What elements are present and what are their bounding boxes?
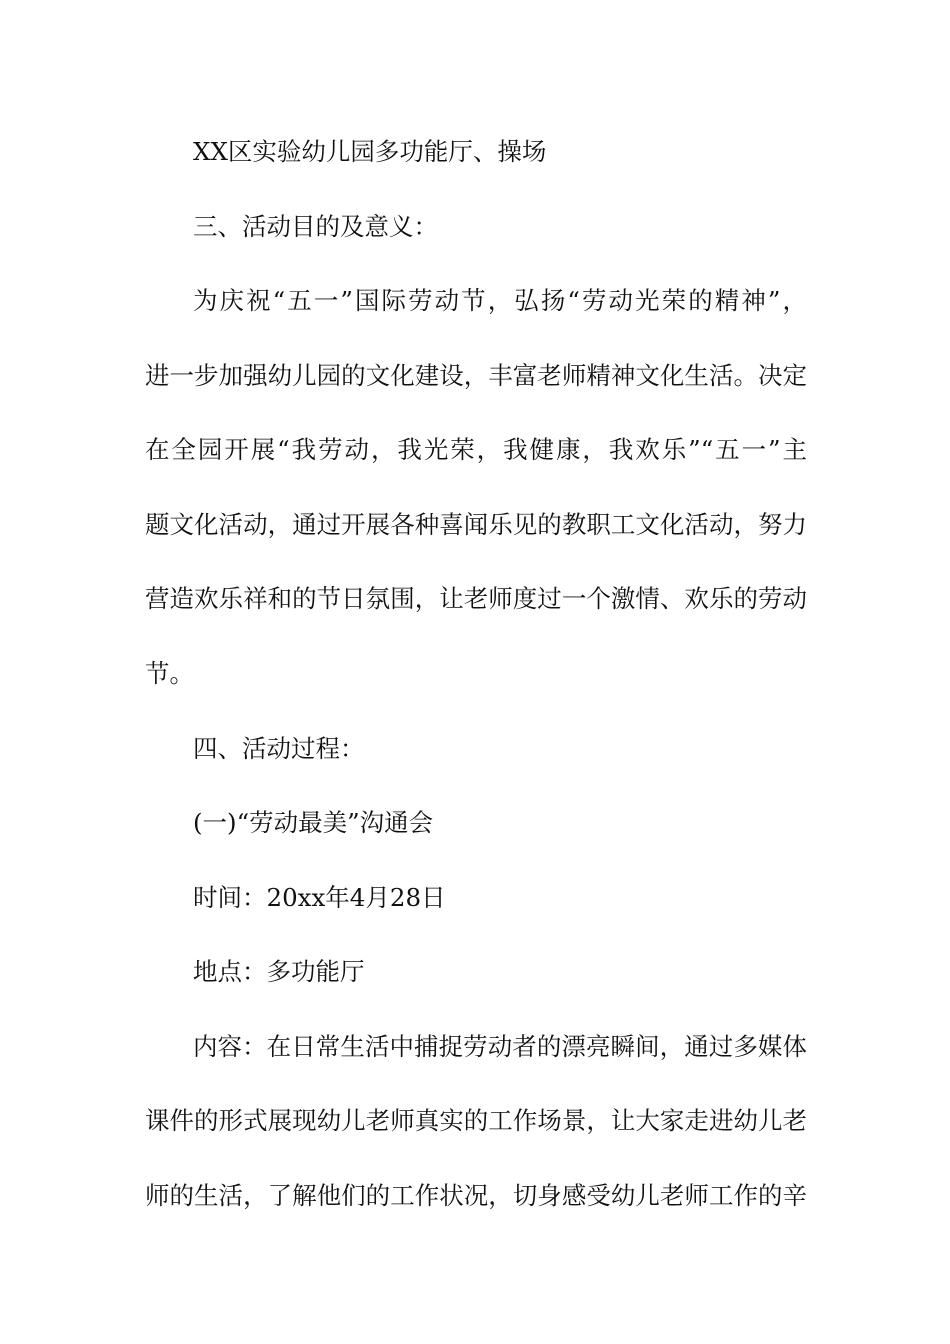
section-heading-purpose: 三、活动目的及意义： [193,212,438,241]
purpose-paragraph-line-4: 题文化活动，通过开展各种喜闻乐见的教职工文化活动，努力 [145,510,807,539]
purpose-paragraph-line-3: 在全园开展“我劳动，我光荣，我健康，我欢乐”“五一”主 [145,435,807,464]
subsection-heading-meeting: (一)“劳动最美”沟通会 [193,808,434,837]
purpose-paragraph-line-5: 营造欢乐祥和的节日氛围，让老师度过一个激情、欢乐的劳动 [145,584,807,613]
meeting-location: 地点：多功能厅 [193,957,365,986]
content-paragraph-line-2: 课件的形式展现幼儿老师真实的工作场景，让大家走进幼儿老 [145,1106,807,1135]
content-paragraph-line-1: 内容：在日常生活中捕捉劳动者的漂亮瞬间，通过多媒体 [193,1032,807,1061]
meeting-time: 时间：20xx年4月28日 [193,883,446,912]
purpose-paragraph-line-2: 进一步加强幼儿园的文化建设，丰富老师精神文化生活。决定 [145,361,807,390]
section-heading-process: 四、活动过程： [193,734,365,763]
content-paragraph-line-3: 师的生活，了解他们的工作状况，切身感受幼儿老师工作的辛 [145,1181,807,1210]
purpose-paragraph-line-6: 节。 [145,659,194,688]
venue-line: XX区实验幼儿园多功能厅、操场 [193,137,547,166]
purpose-paragraph-line-1: 为庆祝“五一”国际劳动节，弘扬“劳动光荣的精神”， [193,286,807,315]
